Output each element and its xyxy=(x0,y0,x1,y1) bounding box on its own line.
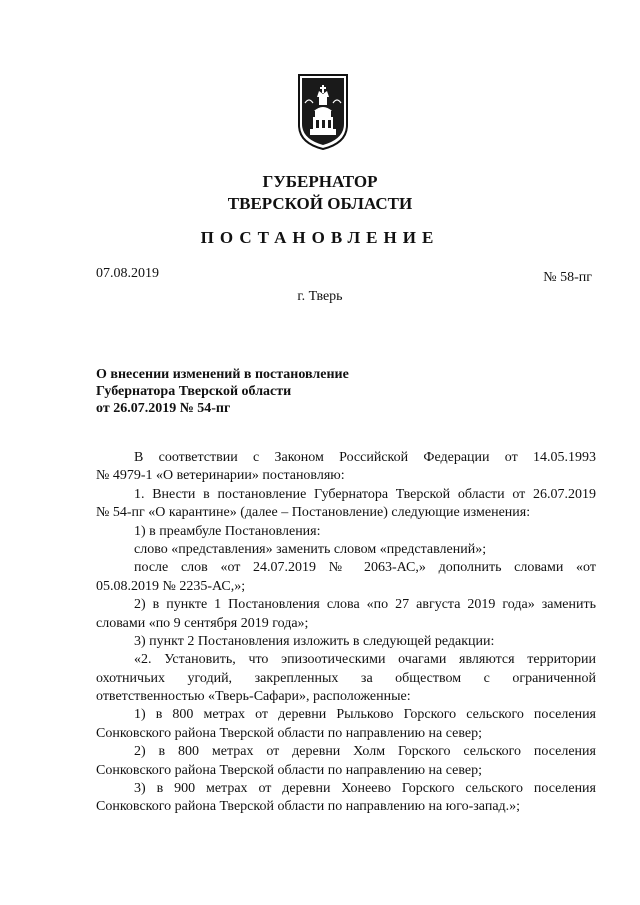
authority-title: ГУБЕРНАТОР xyxy=(262,172,378,191)
subject-line: О внесении изменений в постановление xyxy=(96,367,349,382)
document-body xyxy=(96,449,596,817)
body-line: 1) в 800 метрах от деревни Рыльково Горского сельского поселения xyxy=(134,707,596,723)
body-line: 1. Внести в постановление Губернатора Тверской области от 26.07.2019 xyxy=(134,486,596,502)
document-date: 07.08.2019 xyxy=(96,266,159,281)
body-line: 05.08.2019 № 2235-АС,»; xyxy=(96,578,246,594)
document-city: г. Тверь xyxy=(297,289,343,304)
body-line: 3) в 900 метрах от деревни Хонеево Горского сельского поселения xyxy=(134,781,596,797)
body-line: В соответствии с Законом Российской Федерации от 14.05.1993 xyxy=(134,450,596,465)
body-line: 2) в пункте 1 Постановления слова «по 27 августа 2019 года» заменить xyxy=(134,597,596,613)
body-line: словами «по 9 сентября 2019 года»; xyxy=(96,615,309,631)
body-line: № 54-пг «О карантине» (далее – Постановление) следующие изменения: xyxy=(96,505,531,521)
body-line: слово «представления» заменить словом «представлений»; xyxy=(134,541,487,557)
body-line: 2) в 800 метрах от деревни Холм Горского сельского поселения xyxy=(134,744,596,760)
body-line: охотничьих угодий, закрепленных за обществом с ограниченной xyxy=(96,670,596,686)
subject-line: Губернатора Тверской области xyxy=(96,384,292,399)
body-line: 1) в преамбуле Постановления: xyxy=(134,523,321,539)
body-line: № 4979-1 «О ветеринарии» постановляю: xyxy=(96,468,345,484)
body-line: Сонковского района Тверской области по направлению на север; xyxy=(96,762,482,778)
document-type: ПОСТАНОВЛЕНИЕ xyxy=(200,228,440,247)
body-line: Сонковского района Тверской области по направлению на юго-запад.»; xyxy=(96,799,521,815)
subject-line: от 26.07.2019 № 54-пг xyxy=(96,401,231,416)
body-line: после слов «от 24.07.2019 № 2063-АС,» дополнить словами «от xyxy=(134,560,596,576)
tver-coat-of-arms-icon xyxy=(297,73,349,151)
body-line: «2. Установить, что эпизоотическими очагами являются территории xyxy=(134,652,596,668)
body-line: 3) пункт 2 Постановления изложить в следующей редакции: xyxy=(134,633,495,649)
document-subject xyxy=(96,366,349,417)
authority-region: ТВЕРСКОЙ ОБЛАСТИ xyxy=(227,194,413,213)
document-number: № 58-пг xyxy=(543,270,592,285)
body-line: Сонковского района Тверской области по направлению на север; xyxy=(96,725,482,741)
body-line: ответственностью «Тверь-Сафари», расположенные: xyxy=(96,689,411,705)
